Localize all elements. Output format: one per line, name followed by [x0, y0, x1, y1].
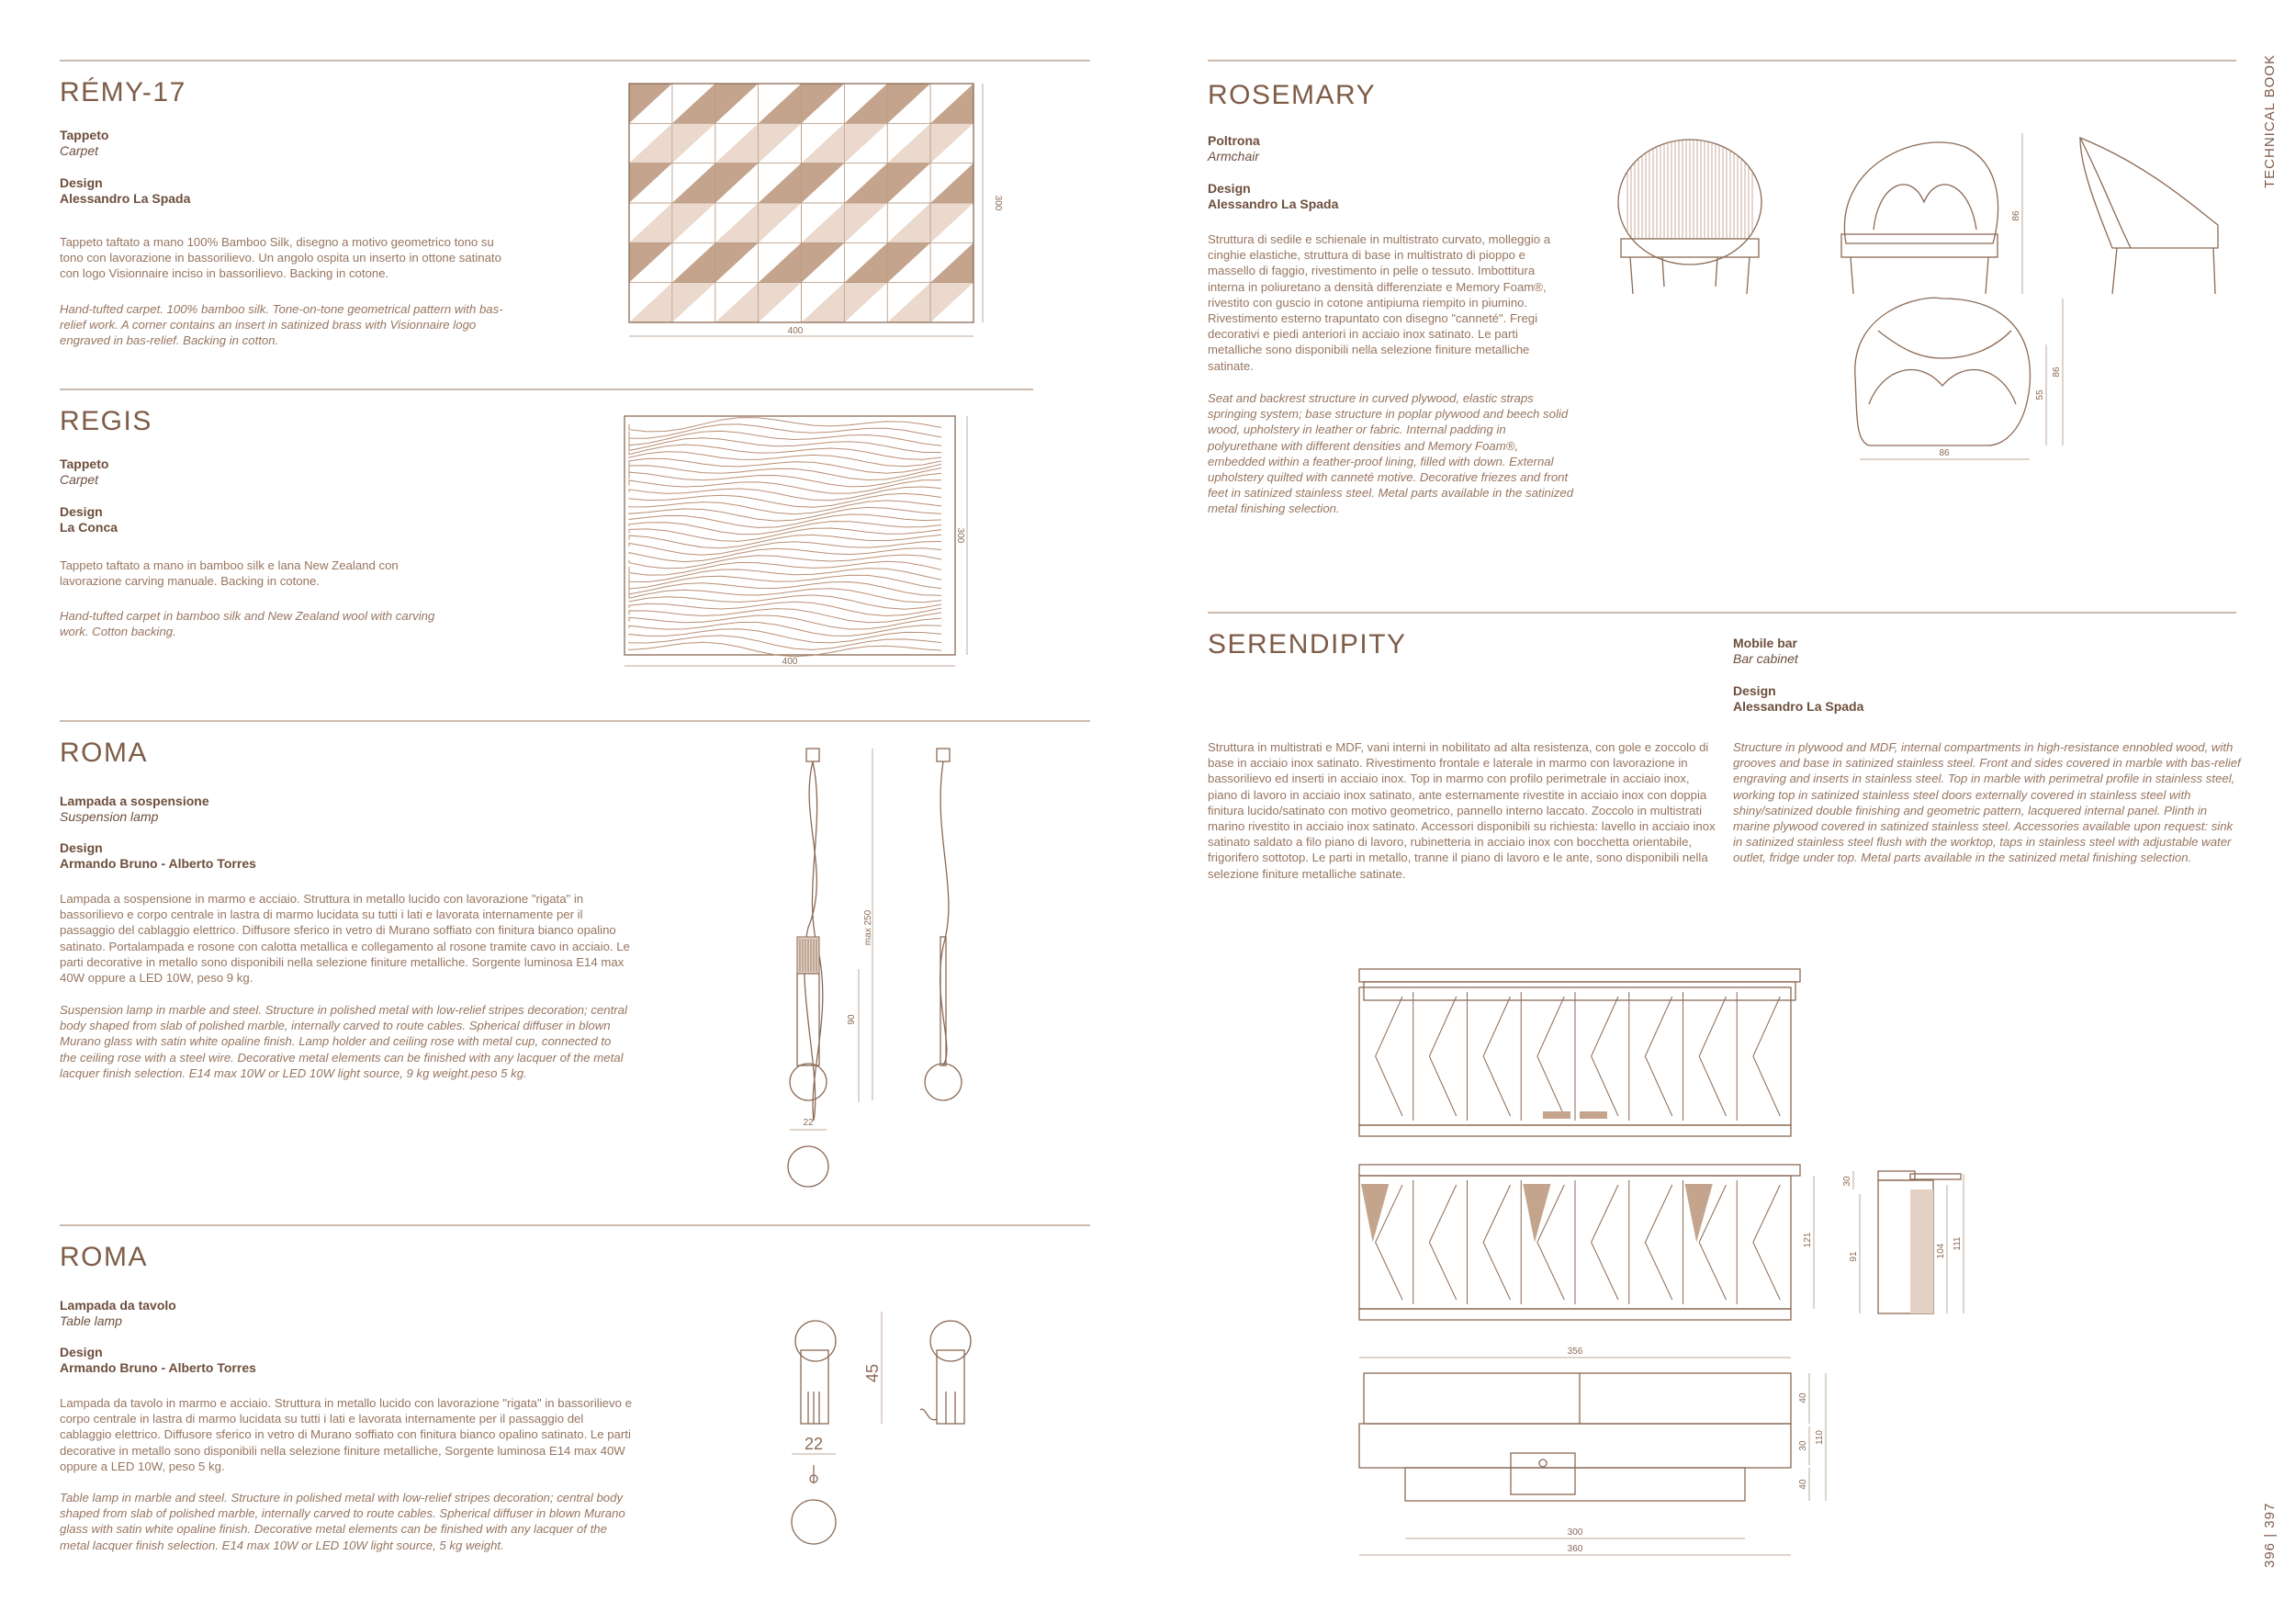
remy-design — [60, 175, 190, 207]
roma1-dim-max: max 250 — [863, 909, 873, 946]
roma2-type — [60, 1298, 176, 1329]
technical-book-label: TECHNICAL BOOK — [2262, 54, 2278, 188]
serendipity-text-en: Structure in plywood and MDF, internal compartments in high-resistance ennobled wood, with grooves and base in satinized stainless steel. Front and sides covered in marble with bas-relief engraving and inserts in stainless steel. Top in marble with perimetral profile in stainless steel, working top in satinized stainless steel doors externally covered in stainless steel with shiny/satinized double finishing and geometric pattern, lacquered internal panel. Plinth in marine plywood covered in satinized stainless steel. Accessories available upon request: sink in satinized stainless steel flush with the worktop, taps in stainless steel with adjustable water outlet, fridge under top. Metal parts available in the satinized metal finishing selection. — [1733, 740, 2241, 865]
rosemary-designer: Alessandro La Spada — [1208, 197, 1339, 211]
rule-roma2 — [60, 1224, 1090, 1226]
regis-type-it: Tappeto — [60, 456, 109, 471]
serendipity-type-it: Mobile bar — [1733, 636, 1798, 650]
remy-type — [60, 128, 108, 159]
ser-dim-40b: 40 — [1798, 1479, 1808, 1490]
regis-text-it: Tappeto taftato a mano in bamboo silk e lana New Zealand con lavorazione carving manuale. Backing in cotone. — [60, 558, 399, 589]
ser-dim-91: 91 — [1849, 1251, 1859, 1262]
rosemary-dim-55: 55 — [2035, 389, 2045, 400]
roma1-dim-90: 90 — [847, 1014, 857, 1025]
roma2-lamp-drawing — [781, 1304, 1019, 1557]
serendipity-cabinet-drawing — [1350, 964, 2103, 1561]
ser-dim-121: 121 — [1803, 1232, 1813, 1248]
roma1-lamp-drawing — [781, 744, 1010, 1194]
rosemary-type-it: Poltrona — [1208, 133, 1260, 148]
regis-text-en: Hand-tufted carpet in bamboo silk and New Zealand wool with carving work. Cotton backing. — [60, 609, 435, 639]
serendipity-title: SERENDIPITY — [1208, 629, 1407, 659]
regis-design-label: Design — [60, 504, 103, 519]
ser-dim-40a: 40 — [1798, 1392, 1808, 1403]
roma2-type-it: Lampada da tavolo — [60, 1298, 176, 1313]
rosemary-title: ROSEMARY — [1208, 80, 1377, 110]
ser-dim-30: 30 — [1842, 1176, 1852, 1187]
remy-dim-height: 300 — [993, 195, 1003, 211]
roma1-design-label: Design — [60, 840, 103, 855]
regis-title: REGIS — [60, 406, 152, 436]
serendipity-type-en: Bar cabinet — [1733, 651, 1798, 666]
roma2-title: ROMA — [60, 1242, 148, 1272]
remy-text-en: Hand-tufted carpet. 100% bamboo silk. Tone-on-tone geometrical pattern with bas-relief work. A corner contains an insert in satinized brass with Visionnaire logo engraved in bas-relief. Backing in cotton. — [60, 302, 503, 348]
serendipity-type — [1733, 636, 1798, 667]
ser-dim-356: 356 — [1567, 1347, 1583, 1357]
roma2-designer: Armando Bruno - Alberto Torres — [60, 1360, 256, 1375]
roma1-type-en: Suspension lamp — [60, 809, 159, 824]
rosemary-dim-86b: 86 — [1939, 448, 1950, 458]
rosemary-design-label: Design — [1208, 181, 1251, 196]
serendipity-text-it: Struttura in multistrati e MDF, vani interni in nobilitato ad alta resistenza, con gole e zoccolo di base in acciaio inox satinato. Rivestimento frontale e laterale in marmo con lavorazione in bassorilievo ed inserti in acciaio inox. Top in marmo con profilo perimetrale in acciaio inox, piano di lavoro in acciaio inox satinato, ante esternamente rivestite in acciaio inox con doppia finitura lucido/satinato con motivo geometrico, pannello interno laccato. Zoccolo in multistrati marino rivestito in acciaio inox satinato. Accessori disponibili su richiesta: lavello in acciaio inox satinato saldato a filo piano di lavoro, rubinetteria in acciaio inox con bocchetta orientabile, frigorifero sottotop. Le parti in metallo, tranne il piano di lavoro e le ante, sono disponibili nella selezione finiture metalliche satinate. — [1208, 740, 1716, 881]
rosemary-type — [1208, 133, 1260, 164]
serendipity-designer: Alessandro La Spada — [1733, 699, 1864, 714]
roma1-type-it: Lampada a sospensione — [60, 794, 209, 808]
ser-dim-104: 104 — [1936, 1243, 1946, 1259]
roma2-design-label: Design — [60, 1345, 103, 1359]
roma1-text-it: Lampada a sospensione in marmo e acciaio. Struttura in metallo lucido con lavorazione "rigata" in bassorilievo e corpo centrale in lastra di marmo lucidata su tutti i lati e lavorata internamente per il passaggio del cablaggio elettrico. Diffusore sferico in vetro di Murano soffiato con finitura bianco opalino satinato. Portalampada e rosone con calotta metallica e collegamento al rosone tramite cavo in acciaio. Le parti decorative in metallo sono disponibili nella selezione finiture metalliche. Sorgente luminosa E14 max 40W oppure a LED 10W, peso 9 kg. — [60, 892, 630, 986]
remy-dim-width: 400 — [787, 326, 804, 336]
roma1-dim-22: 22 — [803, 1118, 814, 1128]
roma1-title: ROMA — [60, 738, 148, 768]
ser-dim-111: 111 — [1953, 1236, 1963, 1251]
remy-type-it: Tappeto — [60, 128, 109, 142]
roma2-text-it: Lampada da tavolo in marmo e acciaio. Struttura in metallo lucido con lavorazione "rigata" in bassorilievo e corpo centrale in lastra di marmo lucidata su tutti i lati e lavorata internamente per il passaggio del cablaggio elettrico. Diffusore sferico in vetro di Murano soffiato con finitura bianco opalino satinato. Le parti decorative in metallo sono disponibili nella selezione finiture metalliche, Sorgente luminosa E14 max 40W oppure a LED 10W, peso 5 kg. — [60, 1396, 632, 1473]
regis-carpet-drawing — [620, 413, 1006, 680]
roma2-dim-22: 22 — [804, 1435, 824, 1453]
roma2-dim-45: 45 — [863, 1363, 882, 1383]
ser-dim-360: 360 — [1567, 1544, 1583, 1554]
rosemary-type-en: Armchair — [1208, 149, 1260, 163]
rule-top-right — [1208, 60, 2236, 62]
roma1-design — [60, 840, 256, 872]
page-numbers: 396 | 397 — [2262, 1502, 2278, 1568]
roma2-design — [60, 1345, 256, 1376]
roma2-text-en: Table lamp in marble and steel. Structure in polished metal with low-relief stripes decoration; central body shaped from slab of polished marble, internally carved to route cables. Spherical diffuser in blown Murano glass with satin white opaline finish. Decorative metal elements can be finished with any lacquer of the metal lacquer finish selection. E14 max 10W or LED 10W light source, 5 kg weight. — [60, 1491, 625, 1552]
rule-roma1 — [60, 720, 1090, 722]
regis-dim-width: 400 — [782, 657, 798, 667]
rosemary-dim-86c: 86 — [2052, 366, 2062, 378]
regis-type-en: Carpet — [60, 472, 99, 487]
remy-title: RÉMY-17 — [60, 77, 186, 107]
roma1-type — [60, 794, 209, 825]
roma1-designer: Armando Bruno - Alberto Torres — [60, 856, 256, 871]
rosemary-design — [1208, 181, 1338, 212]
remy-text-it: Tappeto taftato a mano 100% Bamboo Silk, disegno a motivo geometrico tono su tono con lavorazione in bassorilievo. Un angolo ospita un inserto in ottone satinato con logo Visionnaire inciso in bassorilievo. Backing in cotone. — [60, 235, 501, 281]
ser-dim-30b: 30 — [1798, 1440, 1808, 1451]
remy-design-label: Design — [60, 175, 103, 190]
roma2-type-en: Table lamp — [60, 1313, 122, 1328]
rosemary-text-it: Struttura di sedile e schienale in multistrato curvato, molleggio a cinghie elastiche, struttura di base in multistrato di pioppo e massello di faggio, rivestimento in pelle o tessuto. Imbottitura interna in poliuretano a densità differenziate e Memory Foam®, rivestito con guscio in cotone antipiuma riempito in piumino. Rivestimento esterno trapuntato con disegno "canneté". Fregi decorativi e piedi anteriori in acciaio inox satinato. Le parti metalliche sono disponibili nella selezione finiture metalliche satinate. — [1208, 232, 1551, 373]
roma1-text-en: Suspension lamp in marble and steel. Structure in polished metal with low-relief stripes decoration; central body shaped from slab of polished marble, internally carved to route cables. Spherical diffuser in blown Murano glass with satin white opaline finish. Lamp holder and ceiling rose with metal cup, connected to the ceiling rose with a steel wire. Decorative metal elements can be finished with any lacquer of the metal lacquer finish selection. E14 max 10W or LED 10W light source, 9 kg weight.peso 5 kg. — [60, 1003, 627, 1080]
ser-dim-110: 110 — [1815, 1430, 1825, 1445]
serendipity-design — [1733, 683, 1863, 715]
remy-type-en: Carpet — [60, 143, 99, 158]
rule-serendipity — [1208, 612, 2236, 614]
rosemary-text-en: Seat and backrest structure in curved plywood, elastic straps springing system; base structure in poplar plywood and beech solid wood, upholstery in leather or fabric. Internal padding in polyurethane with different densities and Memory Foam®, embedded within a feather-proof lining, filled with down. External upholstery quilted with canneté motive. Decorative friezes and front feet in satinized stainless steel. Metal parts available in the satinized metal finishing selection. — [1208, 391, 1574, 516]
serendipity-design-label: Design — [1733, 683, 1776, 698]
regis-dim-height: 300 — [955, 527, 965, 544]
ser-dim-300: 300 — [1567, 1527, 1583, 1538]
rosemary-armchair-drawing — [1616, 129, 2241, 542]
remy-designer: Alessandro La Spada — [60, 191, 191, 206]
remy-carpet-drawing — [625, 81, 1001, 343]
regis-designer: La Conca — [60, 520, 118, 535]
regis-type — [60, 456, 108, 488]
rosemary-dim-86a: 86 — [2011, 210, 2021, 221]
regis-design — [60, 504, 118, 535]
rule-top-left — [60, 60, 1090, 62]
rule-regis — [60, 389, 1033, 390]
